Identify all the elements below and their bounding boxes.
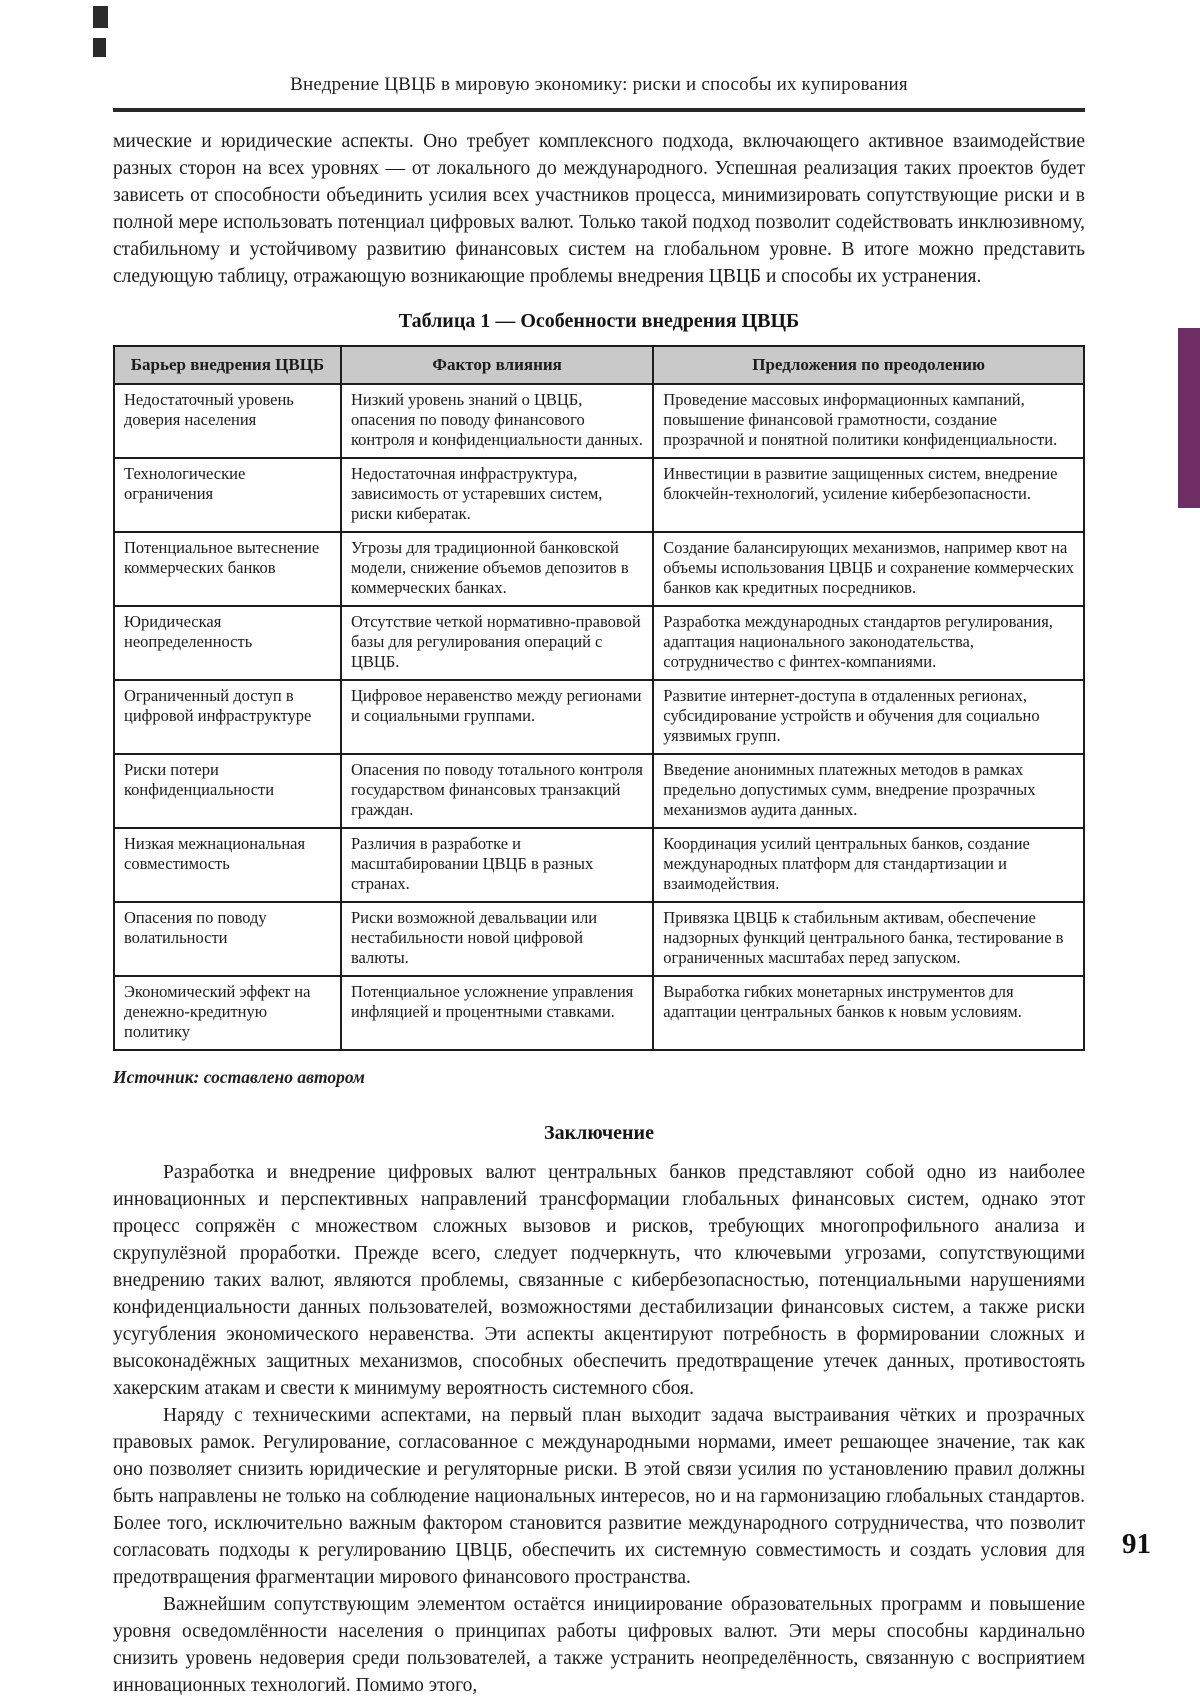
barrier-cell: Экономический эффект на денежно-кредитную политику <box>114 976 341 1050</box>
barrier-cell: Технологические ограничения <box>114 458 341 532</box>
factor-cell: Различия в разработке и масштабировании ЦВЦБ в разных странах. <box>341 828 653 902</box>
proposal-cell: Инвестиции в развитие защищенных систем, внедрение блокчейн-технологий, усиление кибербезопасности. <box>653 458 1084 532</box>
factor-cell: Цифровое неравенство между регионами и социальными группами. <box>341 680 653 754</box>
factor-cell: Недостаточная инфраструктура, зависимость от устаревших систем, риски кибератак. <box>341 458 653 532</box>
table-row <box>114 828 1084 902</box>
factor-cell: Опасения по поводу тотального контроля государством финансовых транзакций граждан. <box>341 754 653 828</box>
factor-cell: Риски возможной девальвации или нестабильности новой цифровой валюты. <box>341 902 653 976</box>
proposal-cell: Введение анонимных платежных методов в рамках предельно допустимых сумм, внедрение прозрачных механизмов аудита данных. <box>653 754 1084 828</box>
proposal-cell: Разработка международных стандартов регулирования, адаптация национального законодательства, сотрудничество с финтех-компаниями. <box>653 606 1084 680</box>
sidebar-accent-bar <box>1178 328 1200 508</box>
table-header-cell-factor: Фактор влияния <box>341 346 653 384</box>
print-artifact-mark <box>93 38 106 57</box>
table-title: Таблица 1 — Особенности внедрения ЦВЦБ <box>398 309 800 332</box>
barrier-cell: Низкая межнациональная совместимость <box>114 828 341 902</box>
barrier-cell: Юридическая неопределенность <box>114 606 341 680</box>
table-header-row <box>114 346 1084 384</box>
intro-paragraph: мические и юридические аспекты. Оно требует комплексного подхода, включающего активное взаимодействие разных сторон на всех уровнях — от локального до международного. Успешная реализация таких проектов будет зависеть от способности объединить усилия всех участников процесса, минимизировать сопутствующие риски и в полной мере использовать потенциал цифровых валют. Только такой подход позволит содействовать инклюзивному, стабильному и устойчивому развитию финансовых систем на глобальном уровне. В итоге можно представить следующую таблицу, отражающую возникающие проблемы внедрения ЦВЦБ и способы их устранения. <box>113 131 1085 287</box>
table-row <box>114 902 1084 976</box>
page-content <box>113 0 1085 1699</box>
features-table <box>113 345 1085 1051</box>
print-artifact-mark <box>93 6 108 28</box>
table-row <box>114 458 1084 532</box>
proposal-cell: Развитие интернет-доступа в отдаленных регионах, субсидирование устройств и обучения для социально уязвимых групп. <box>653 680 1084 754</box>
table-row <box>114 976 1084 1050</box>
running-head: Внедрение ЦВЦБ в мировую экономику: риски и способы их купирования <box>290 74 908 95</box>
table-row <box>114 384 1084 458</box>
conclusion-paragraph: Разработка и внедрение цифровых валют центральных банков представляют собой одно из наиболее инновационных и перспективных направлений трансформации глобальных финансовых систем, однако этот процесс сопряжён с множеством сложных вызовов и рисков, требующих многопрофильного анализа и скрупулёзной проработки. Прежде всего, следует подчеркнуть, что ключевыми угрозами, сопутствующими внедрению таких валют, являются проблемы, связанные с кибербезопасностью, потенциальными нарушениями конфиденциальности данных пользователей, возможностями дестабилизации финансовых систем, а также риски усугубления экономического неравенства. Эти аспекты акцентируют потребность в формировании сложных и высоконадёжных защитных механизмов, способных обеспечить предотвращение утечек данных, противостоять хакерским атакам и свести к минимуму вероятность системного сбоя. <box>113 1161 1085 1399</box>
table-header-cell-barrier: Барьер внедрения ЦВЦБ <box>114 346 341 384</box>
proposal-cell: Выработка гибких монетарных инструментов для адаптации центральных банков к новым условиям. <box>653 976 1084 1050</box>
proposal-cell: Проведение массовых информационных кампаний, повышение финансовой грамотности, создание прозрачной и понятной политики конфиденциальности. <box>653 384 1084 458</box>
factor-cell: Отсутствие четкой нормативно-правовой базы для регулирования операций с ЦВЦБ. <box>341 606 653 680</box>
table-header-cell-proposal: Предложения по преодолению <box>653 346 1084 384</box>
barrier-cell: Недостаточный уровень доверия населения <box>114 384 341 458</box>
table-row <box>114 754 1084 828</box>
conclusion-paragraph: Важнейшим сопутствующим элементом остаётся инициирование образовательных программ и повышение уровня осведомлённости населения о принципах работы цифровых валют. Эти меры способны кардинально снизить уровень недоверия среди пользователей, а также устранить неопределённость, связанную с восприятием инновационных технологий. Помимо этого, <box>113 1593 1085 1696</box>
factor-cell: Низкий уровень знаний о ЦВЦБ, опасения по поводу финансового контроля и конфиденциальности данных. <box>341 384 653 458</box>
barrier-cell: Опасения по поводу волатильности <box>114 902 341 976</box>
proposal-cell: Координация усилий центральных банков, создание международных платформ для стандартизации и взаимодействия. <box>653 828 1084 902</box>
page-number: 91 <box>1122 1528 1151 1560</box>
table-row <box>114 680 1084 754</box>
barrier-cell: Риски потери конфиденциальности <box>114 754 341 828</box>
table-row <box>114 606 1084 680</box>
table-source-note: Источник: составлено автором <box>113 1066 365 1087</box>
factor-cell: Потенциальное усложнение управления инфляцией и процентными ставками. <box>341 976 653 1050</box>
barrier-cell: Ограниченный доступ в цифровой инфраструктуре <box>114 680 341 754</box>
conclusion-paragraph: Наряду с техническими аспектами, на первый план выходит задача выстраивания чётких и прозрачных правовых рамок. Регулирование, согласованное с международными нормами, имеет решающее значение, так как оно позволяет снизить юридические и регуляторные риски. В этой связи усилия по установлению правил должны быть направлены не только на соблюдение национальных интересов, но и на гармонизацию глобальных стандартов. Более того, исключительно важным фактором становится развитие международного сотрудничества, что позволит согласовать подходы к регулированию ЦВЦБ, обеспечить их системную совместимость и создать условия для предотвращения фрагментации мирового финансового пространства. <box>113 1404 1085 1588</box>
conclusion-section <box>113 1159 1085 1699</box>
proposal-cell: Привязка ЦВЦБ к стабильным активам, обеспечение надзорных функций центрального банка, тестирование в ограниченных масштабах перед запуском. <box>653 902 1084 976</box>
table-row <box>114 532 1084 606</box>
proposal-cell: Создание балансирующих механизмов, например квот на объемы использования ЦВЦБ и сохранение коммерческих банков как кредитных посредников. <box>653 532 1084 606</box>
conclusion-heading: Заключение <box>544 1121 654 1144</box>
barrier-cell: Потенциальное вытеснение коммерческих банков <box>114 532 341 606</box>
factor-cell: Угрозы для традиционной банковской модели, снижение объемов депозитов в коммерческих банках. <box>341 532 653 606</box>
header-rule <box>113 108 1085 112</box>
